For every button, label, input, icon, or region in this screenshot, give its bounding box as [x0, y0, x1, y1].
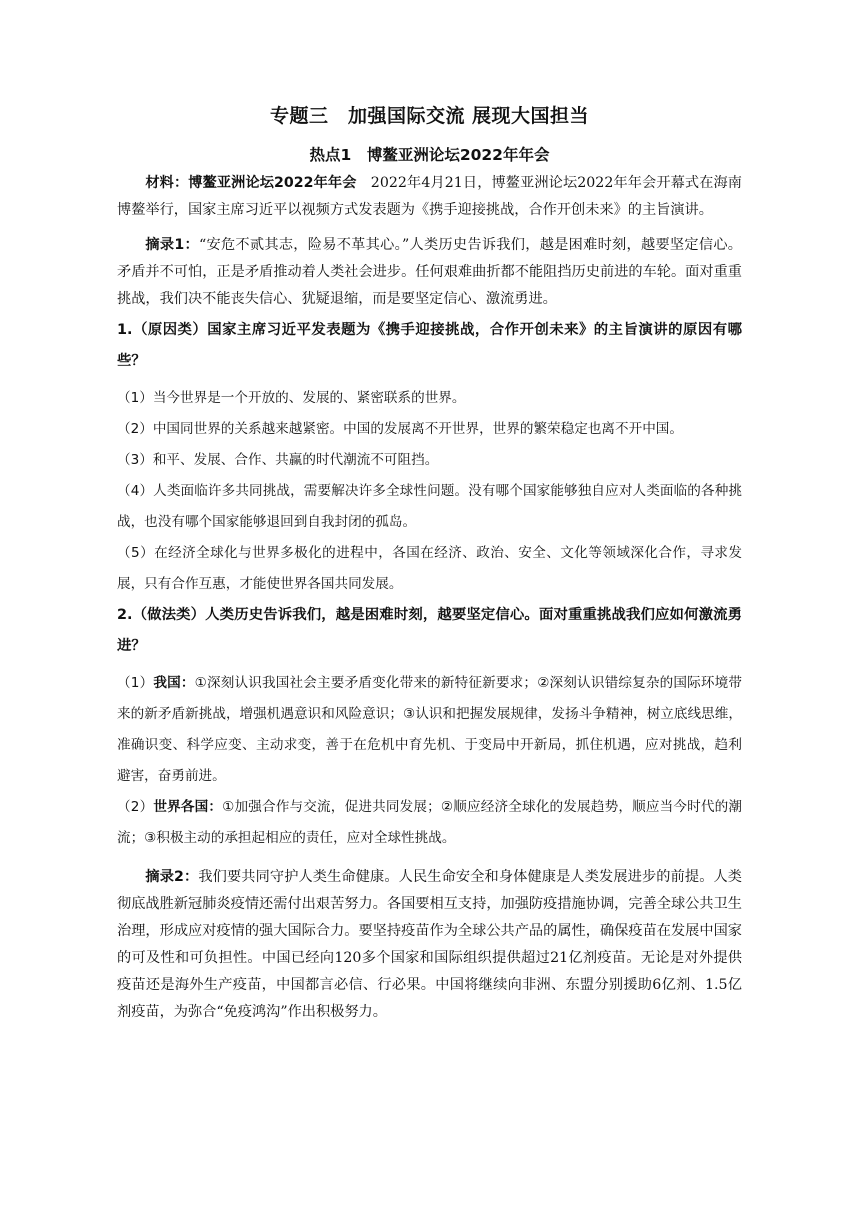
answer-item: （2）中国同世界的关系越来越紧密。中国的发展离不开世界，世界的繁荣稳定也离不开中国。	[117, 421, 683, 437]
question-1-answers	[117, 383, 742, 600]
material-label: 材料：博鳌亚洲论坛2022年年会	[145, 175, 357, 191]
material-paragraph	[117, 170, 742, 224]
question-2-answers	[117, 668, 742, 854]
answer-text: ①深刻认识我国社会主要矛盾变化带来的新特征新要求；②深刻认识错综复杂的国际环境带来的新矛盾新挑战，增强机遇意识和风险意识；③认识和把握发展规律，发扬斗争精神，树立底线思维，准确识变、科学应变、主动求变，善于在危机中育先机、于变局中开新局，抓住机遇，应对挑战，趋利避害，奋勇前进。	[117, 675, 743, 784]
answer-label: 世界各国：	[153, 799, 223, 815]
answer-item: （5）在经济全球化与世界多极化的进程中，各国在经济、政治、安全、文化等领域深化合作，寻求发展，只有合作互惠，才能使世界各国共同发展。	[117, 545, 742, 592]
page-title: 专题三 加强国际交流 展现大国担当	[269, 105, 590, 127]
answer-item: （4）人类面临许多共同挑战，需要解决许多全球性问题。没有哪个国家能够独自应对人类面临的各种挑战，也没有哪个国家能够退回到自我封闭的孤岛。	[117, 483, 742, 530]
answer-item: （1）当今世界是一个开放的、发展的、紧密联系的世界。	[117, 390, 466, 406]
material-text: 2022年4月21日，博鳌亚洲论坛2022年年会开幕式在海南博鳌举行，国家主席习近平以视频方式发表题为《携手迎接挑战，合作开创未来》的主旨演讲。	[117, 175, 742, 218]
excerpt1-text: “安危不贰其志，险易不革其心。”人类历史告诉我们，越是困难时刻，越要坚定信心。矛盾并不可怕，正是矛盾推动着人类社会进步。任何艰难曲折都不能阻挡历史前进的车轮。面对重重挑战，我们决不能丧失信心、犹疑退缩，而是要坚定信心、激流勇进。	[117, 237, 742, 307]
question-1: 1.（原因类）国家主席习近平发表题为《携手迎接挑战，合作开创未来》的主旨演讲的原因有哪些？	[117, 322, 742, 369]
answer-item: （3）和平、发展、合作、共赢的时代潮流不可阻挡。	[117, 452, 439, 468]
answer-item	[117, 668, 742, 792]
excerpt2-label: 摘录2：	[145, 869, 199, 885]
section-subtitle: 热点1 博鳌亚洲论坛2022年年会	[309, 146, 550, 164]
excerpt2-text: 我们要共同守护人类生命健康。人民生命安全和身体健康是人类发展进步的前提。人类彻底战胜新冠肺炎疫情还需付出艰苦努力。各国要相互支持，加强防疫措施协调，完善全球公共卫生治理，形成应对疫情的强大国际合力。要坚持疫苗作为全球公共产品的属性，确保疫苗在发展中国家的可及性和可负担性。中国已经向120多个国家和国际组织提供超过21亿剂疫苗。无论是对外提供疫苗还是海外生产疫苗，中国都言必信、行必果。中国将继续向非洲、东盟分别援助6亿剂、1.5亿剂疫苗，为弥合“免疫鸿沟”作出积极努力。	[117, 869, 742, 1020]
excerpt1-paragraph	[117, 232, 742, 313]
answer-number: （1）	[117, 675, 154, 691]
answer-number: （2）	[117, 799, 154, 815]
answer-item	[117, 792, 742, 854]
question-2: 2.（做法类）人类历史告诉我们，越是困难时刻，越要坚定信心。面对重重挑战我们应如何激流勇进？	[117, 607, 742, 654]
document-body	[117, 103, 742, 1026]
excerpt2-paragraph	[117, 864, 742, 1026]
answer-label: 我国：	[153, 675, 195, 691]
answer-text: ①加强合作与交流，促进共同发展；②顺应经济全球化的发展趋势，顺应当今时代的潮流；③积极主动的承担起相应的责任，应对全球性挑战。	[117, 799, 743, 846]
excerpt1-label: 摘录1：	[145, 237, 199, 253]
